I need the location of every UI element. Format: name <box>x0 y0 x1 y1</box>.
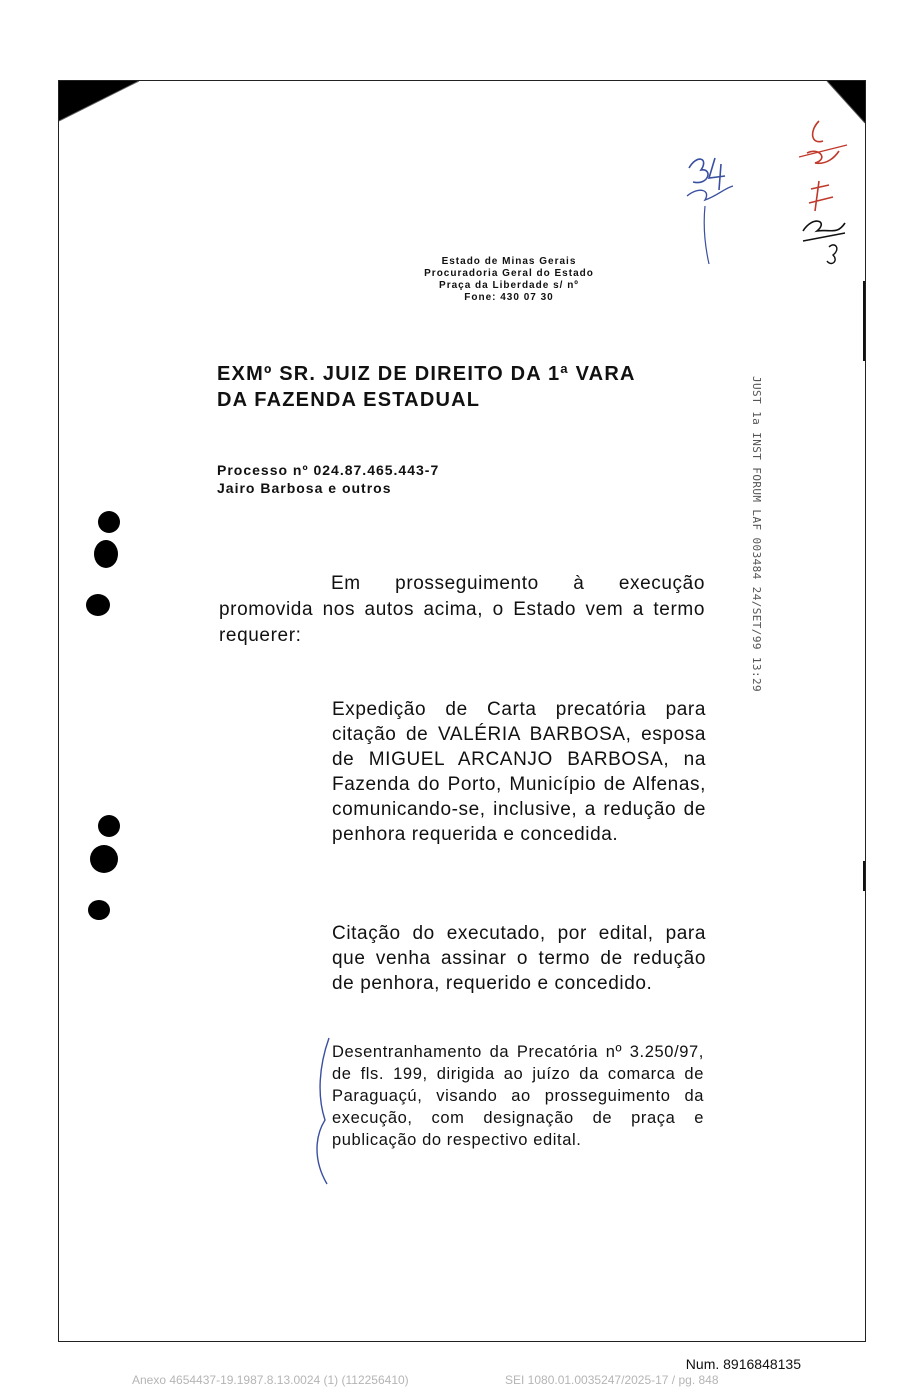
punch-hole-3 <box>86 594 110 616</box>
process-block <box>217 461 439 497</box>
addressee-line-1: EXMº SR. JUIZ DE DIREITO DA 1ª VARA <box>217 363 636 385</box>
letterhead-state: Estado de Minas Gerais <box>441 256 577 267</box>
letterhead <box>359 256 659 304</box>
addressee-title <box>217 361 636 413</box>
edge-line-upper <box>863 281 865 361</box>
handwritten-page-number-mark <box>679 146 749 266</box>
letterhead-address: Praça da Liberdade s/ nº <box>439 280 579 291</box>
intro-paragraph: Em prosseguimento à execução promovida nos autos acima, o Estado vem a termo requerer: <box>219 573 705 646</box>
letterhead-office: Procuradoria Geral do Estado <box>424 268 594 279</box>
protocol-stamp <box>750 376 773 696</box>
request-item-3: Desentranhamento da Precatória nº 3.250/97, de fls. 199, dirigida ao juízo da comarca de Paraguaçú, visando ao prosseguimento da execução, com designação de praça e publicação do respectivo edital. <box>332 1043 704 1149</box>
punch-hole-2 <box>94 540 118 568</box>
letterhead-phone: Fone: 430 07 30 <box>464 292 554 303</box>
addressee-line-2: DA FAZENDA ESTADUAL <box>217 389 481 411</box>
process-parties: Jairo Barbosa e outros <box>217 480 392 496</box>
punch-hole-4 <box>98 815 120 837</box>
document-number: Num. 8916848135 <box>685 1356 801 1372</box>
folded-corner-top-left <box>59 81 149 141</box>
punch-hole-1 <box>98 511 120 533</box>
punch-hole-6 <box>88 900 110 920</box>
annex-reference: Anexo 4654437-19.1987.8.13.0024 (1) (112256410) <box>132 1373 409 1387</box>
edge-line-lower <box>863 861 865 891</box>
scanned-page <box>58 80 866 1342</box>
handwritten-bracket-mark <box>311 1036 335 1186</box>
protocol-stamp-text: JUST 1a INST FORUM LAF 003484 24/SET/99 13:29 <box>750 376 763 693</box>
sei-reference: SEI 1080.01.0035247/2025-17 / pg. 848 <box>505 1373 719 1387</box>
request-item-2: Citação do executado, por edital, para que venha assinar o termo de redução de penhora, requerido e concedido. <box>332 923 706 994</box>
process-number: Processo nº 024.87.465.443-7 <box>217 462 440 478</box>
request-item-1: Expedição de Carta precatória para citação de VALÉRIA BARBOSA, esposa de MIGUEL ARCANJO BARBOSA, na Fazenda do Porto, Município de Alfenas, comunicando-se, inclusive, a redução de penhora requerida e concedida. <box>332 699 706 845</box>
punch-hole-5 <box>90 845 118 873</box>
handwritten-folio-mark <box>789 111 859 271</box>
